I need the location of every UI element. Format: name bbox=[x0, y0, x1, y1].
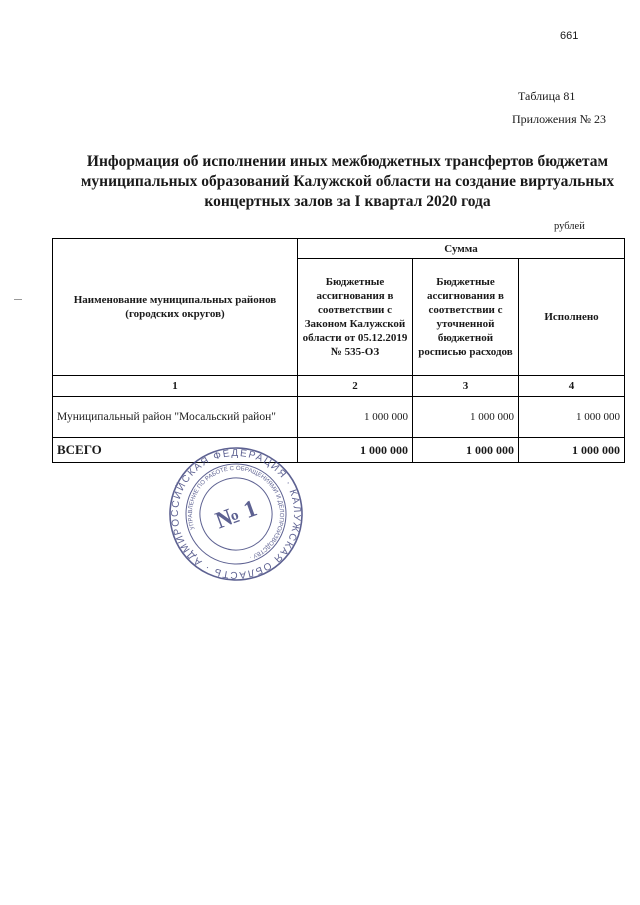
page-number: 661 bbox=[560, 30, 579, 42]
municipality-name: Муниципальный район "Мосальский район" bbox=[53, 397, 298, 438]
stamp-outer-text: РОССИЙСКАЯ ФЕДЕРАЦИЯ · КАЛУЖСКАЯ ОБЛАСТЬ · АДМИНИСТРАЦИЯ bbox=[169, 447, 303, 581]
total-row bbox=[53, 438, 625, 463]
official-stamp bbox=[168, 446, 304, 582]
column-number: 4 bbox=[519, 376, 625, 397]
table-header-row bbox=[53, 239, 625, 259]
header-law-appropriations: Бюджетные ассигнования в соответствии с Законом Калужской области от 05.12.2019 № 535-ОЗ bbox=[298, 259, 413, 376]
header-executed: Исполнено bbox=[519, 259, 625, 376]
header-municipality-name: Наименование муниципальных районов (городских округов) bbox=[53, 239, 298, 376]
column-number: 1 bbox=[53, 376, 298, 397]
document-title: Информация об исполнении иных межбюджетных трансфертов бюджетам муниципальных образований Калужской области на создание виртуальных концертных залов за I квартал 2020 года bbox=[80, 153, 615, 210]
law-appropriation-value: 1 000 000 bbox=[298, 397, 413, 438]
executed-value: 1 000 000 bbox=[519, 397, 625, 438]
total-law-appropriation: 1 000 000 bbox=[298, 438, 413, 463]
stamp-inner-text: УПРАВЛЕНИЕ ПО РАБОТЕ С ОБРАЩЕНИЯМИ И ДЕЛОПРОИЗВОДСТВУ · bbox=[187, 465, 285, 560]
stamp-number: № 1 bbox=[212, 495, 261, 535]
column-number-row bbox=[53, 376, 625, 397]
total-label: ВСЕГО bbox=[53, 438, 298, 463]
updated-appropriation-value: 1 000 000 bbox=[413, 397, 519, 438]
transfers-table bbox=[52, 238, 625, 463]
header-sum: Сумма bbox=[298, 239, 625, 259]
appendix-reference: Приложения № 23 bbox=[512, 112, 607, 126]
total-updated-appropriation: 1 000 000 bbox=[413, 438, 519, 463]
currency-unit: рублей bbox=[554, 221, 585, 232]
margin-mark bbox=[14, 299, 22, 300]
column-number: 2 bbox=[298, 376, 413, 397]
column-number: 3 bbox=[413, 376, 519, 397]
table-row bbox=[53, 397, 625, 438]
table-reference: Таблица 81 bbox=[518, 89, 576, 103]
header-updated-appropriations: Бюджетные ассигнования в соответствии с уточненной бюджетной росписью расходов bbox=[413, 259, 519, 376]
total-executed: 1 000 000 bbox=[519, 438, 625, 463]
